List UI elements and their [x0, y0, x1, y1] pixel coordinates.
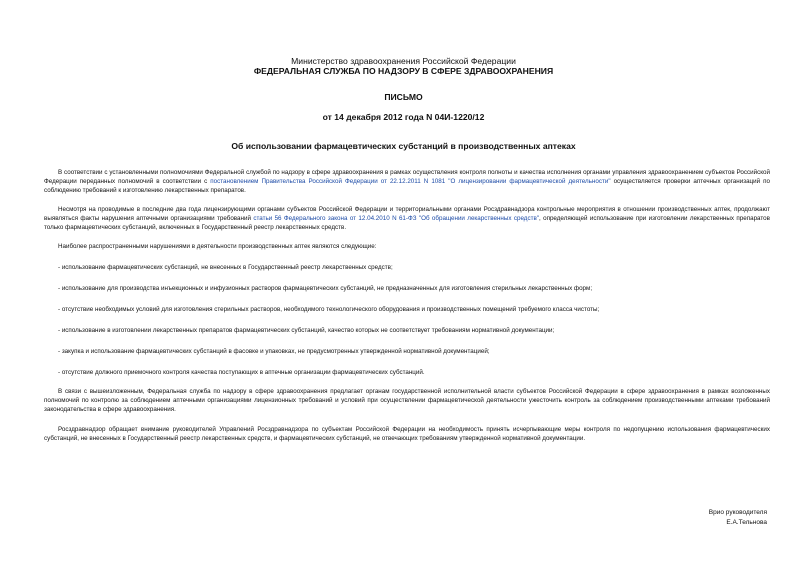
violation-item: - использование фармацевтических субстанций, не внесенных в Государственный реестр лекарственных средств;: [58, 263, 393, 271]
document-date-number: от 14 декабря 2012 года N 04И-1220/12: [322, 112, 485, 122]
federal-law-link[interactable]: статьи 56 Федерального закона от 12.04.2010 N 61-ФЗ "Об обращении лекарственных средств": [253, 215, 539, 223]
paragraph-4: В связи с вышеизложенным, Федеральная служба по надзору в сфере здравоохранения предлагает органам государственной исполнительной власти субъектов Российской Федерации в сфере здравоохранения в рамках возложенных полномочий по контролю за соблюдением аптечными организациями лицензионных требований и условий при осуществлении фармацевтической деятельности ужесточить контроль за соблюдением производственными аптеками требований законодательства в сфере здравоохранения.: [44, 388, 770, 414]
violation-item: - использование в изготовлении лекарственных препаратов фармацевтических субстанций, качество которых не соответствует требованиям нормативной документации;: [58, 326, 555, 334]
document-title: Об использовании фармацевтических субстанций в производственных аптеках: [231, 141, 576, 151]
paragraph-5: Росздравнадзор обращает внимание руководителей Управлений Росздравнадзора по субъектам Российской Федерации на необходимость принять исчерпывающие меры контроля по недопущению использования фармацевтических субстанций, не внесенных в Государственный реестр лекарственных средств, и фармацевтических субстанций, не отвечающих требованиям утвержденной нормативной документации.: [44, 425, 770, 442]
paragraph-1: [44, 168, 770, 195]
signature-block: [709, 508, 767, 528]
service-name: ФЕДЕРАЛЬНАЯ СЛУЖБА ПО НАДЗОРУ В СФЕРЕ ЗДРАВООХРАНЕНИЯ: [253, 66, 554, 76]
violation-item: - закупка и использование фармацевтических субстанций в фасовке и упаковках, не предусмотренных утвержденной нормативной документацией;: [58, 348, 490, 356]
paragraph-3: Наиболее распространенными нарушениями в деятельности производственных аптек являются следующие:: [58, 242, 377, 250]
paragraph-2-text-a: Несмотря на проводимые в последние два года лицензирующими органами субъектов Российской Федерации и территориальными органами Росздравнадзора контрольные мероприятия в отношении производственных аптек, продолжают выявляться факты нарушения аптечными организациями требований: [44, 206, 770, 223]
document-type: ПИСЬМО: [384, 92, 423, 102]
paragraph-1-text-a: В соответствии с установленными полномочиями Федеральной службой по надзору в сфере здравоохранения в рамках осуществления контроля полноты и качества исполнения органами управления здравоохранением субъектов Российской Федерации переданных полномочий в соответствии с: [44, 169, 770, 186]
ministry-name: Министерство здравоохранения Российской Федерации: [291, 56, 516, 66]
document-header: [0, 56, 807, 76]
paragraph-2: [44, 205, 770, 232]
paragraph-2-text-b: , определяющей использование при изготовлении лекарственных препаратов только фармацевтических субстанций, включенных в Государственный реестр лекарственных средств.: [44, 215, 770, 232]
signature-name: Е.А.Тельнова: [726, 519, 767, 526]
government-decree-link[interactable]: постановлением Правительства Российской Федерации от 22.12.2011 N 1081 "О лицензировании фармацевтической деятельности": [210, 178, 611, 186]
signature-position: Врио руководителя: [708, 509, 767, 516]
violation-item: - отсутствие необходимых условий для изготовления стерильных растворов, необходимого технологического оборудования и производственных помещений требуемого класса чистоты;: [58, 305, 600, 313]
violation-item: - использование для производства инъекционных и инфузионных растворов фармацевтических субстанций, не предназначенных для изготовления стерильных лекарственных форм;: [58, 284, 593, 292]
violation-item: - отсутствие должного приемочного контроля качества поступающих в аптечные организации фармацевтических субстанций.: [58, 369, 425, 377]
document-body: [44, 168, 770, 443]
paragraph-1-text-b: осуществляется проверки аптечных организаций по соблюдению требований к изготовлению лекарственных препаратов.: [44, 178, 770, 195]
